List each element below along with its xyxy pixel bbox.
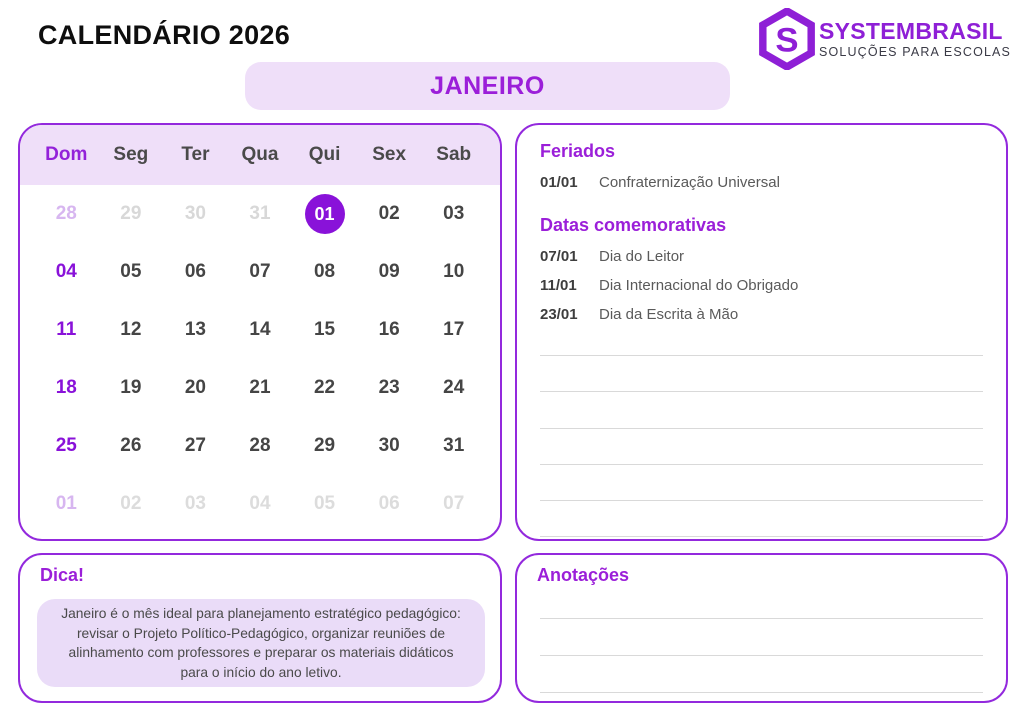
ruled-line [540,619,983,656]
day-cell: 31 [249,203,271,224]
event-name: Dia da Escrita à Mão [599,306,739,323]
event-row [540,174,983,191]
day-cell: 28 [249,435,271,456]
day-cell: 16 [378,319,400,340]
day-cell: 03 [443,203,465,224]
day-cell: 26 [120,435,142,456]
day-cell: 29 [120,203,142,224]
event-row [540,248,983,265]
day-cell: 24 [443,377,465,398]
day-cell: 17 [443,319,465,340]
ruled-line [540,392,983,428]
ruled-line [540,582,983,619]
day-cell: 30 [184,203,206,224]
svg-text:S: S [775,21,799,60]
event-name: Dia Internacional do Obrigado [599,277,799,294]
month-label: JANEIRO [430,71,545,100]
day-cell: 27 [184,435,206,456]
day-cell: 20 [184,377,206,398]
event-date: 07/01 [540,248,578,265]
day-cell: 06 [184,261,206,282]
feriados-title: Feriados [540,141,616,161]
calendar-card [18,123,502,541]
dica-box [37,599,485,687]
ruled-line [540,465,983,501]
ruled-line [540,356,983,392]
day-cell: 15 [313,319,336,340]
weekday-seg: Seg [113,144,149,165]
day-cell: 25 [55,435,77,456]
day-cell: 04 [249,493,271,514]
month-banner [245,62,730,110]
weekday-header-row [20,125,500,185]
event-name: Confraternização Universal [599,174,780,191]
day-cell: 01 [55,493,77,514]
day-cell: 31 [443,435,465,456]
day-cell: 02 [378,203,400,224]
day-cell: 07 [249,261,271,282]
weekday-sab: Sab [436,144,472,165]
day-cell: 18 [55,377,77,398]
event-row [540,277,983,294]
day-cell: 02 [120,493,142,514]
day-grid [20,185,500,539]
anotacoes-ruled-lines [540,582,983,693]
weekday-sex: Sex [372,144,407,165]
anotacoes-title: Anotações [537,565,630,585]
event-date: 23/01 [540,306,578,323]
dica-text: Janeiro é o mês ideal para planejamento estratégico pedagógico: revisar o Projeto Político-Pedagógico, organizar reuniões de alinhamento com professores e preparar os materiais didáticos para o início do ano letivo. [61,606,461,680]
event-name: Dia do Leitor [599,248,685,265]
day-cell: 22 [313,377,336,398]
day-cell: 05 [313,493,336,514]
ruled-line [540,656,983,693]
brand-logo [756,8,1011,70]
day-cell [292,185,357,243]
day-cell: 13 [184,319,206,340]
day-cell: 06 [378,493,400,514]
brand-tagline: SOLUÇÕES PARA ESCOLAS [819,45,1012,60]
day-cell: 03 [184,493,206,514]
datas-comemorativas-title: Datas comemorativas [540,215,727,235]
weekday-qua: Qua [241,144,279,165]
ruled-line [540,429,983,465]
day-cell: 11 [56,319,77,340]
day-cell: 19 [120,377,142,398]
day-cell: 09 [378,261,400,282]
dica-card [18,553,502,703]
day-cell: 29 [313,435,336,456]
day-cell: 23 [378,377,400,398]
weekday-qui: Qui [308,144,341,165]
selected-day-badge: 01 [305,194,345,234]
brand-name: SYSTEMBRASIL [819,17,1003,44]
feriados-list [540,174,983,191]
day-cell: 28 [55,203,77,224]
datas-comemorativas-list [540,248,983,323]
holidays-panel [515,123,1008,541]
day-cell: 21 [249,377,271,398]
ruled-line [540,320,983,356]
day-cell: 14 [249,319,271,340]
day-cell: 10 [443,261,465,282]
ruled-line [540,501,983,537]
notes-ruled-lines [540,320,983,537]
weekday-ter: Ter [181,144,210,165]
day-cell: 12 [120,319,142,340]
day-cell: 08 [313,261,336,282]
day-cell: 04 [55,261,77,282]
dica-title: Dica! [40,565,85,585]
weekday-dom: Dom [45,144,88,165]
day-cell: 30 [378,435,400,456]
hexagon-s-icon [756,8,818,70]
day-cell: 05 [120,261,142,282]
event-date: 11/01 [540,277,577,294]
anotacoes-card [515,553,1008,703]
page-title: CALENDÁRIO 2026 [38,20,291,50]
event-date: 01/01 [540,174,578,191]
day-cell: 07 [443,493,465,514]
